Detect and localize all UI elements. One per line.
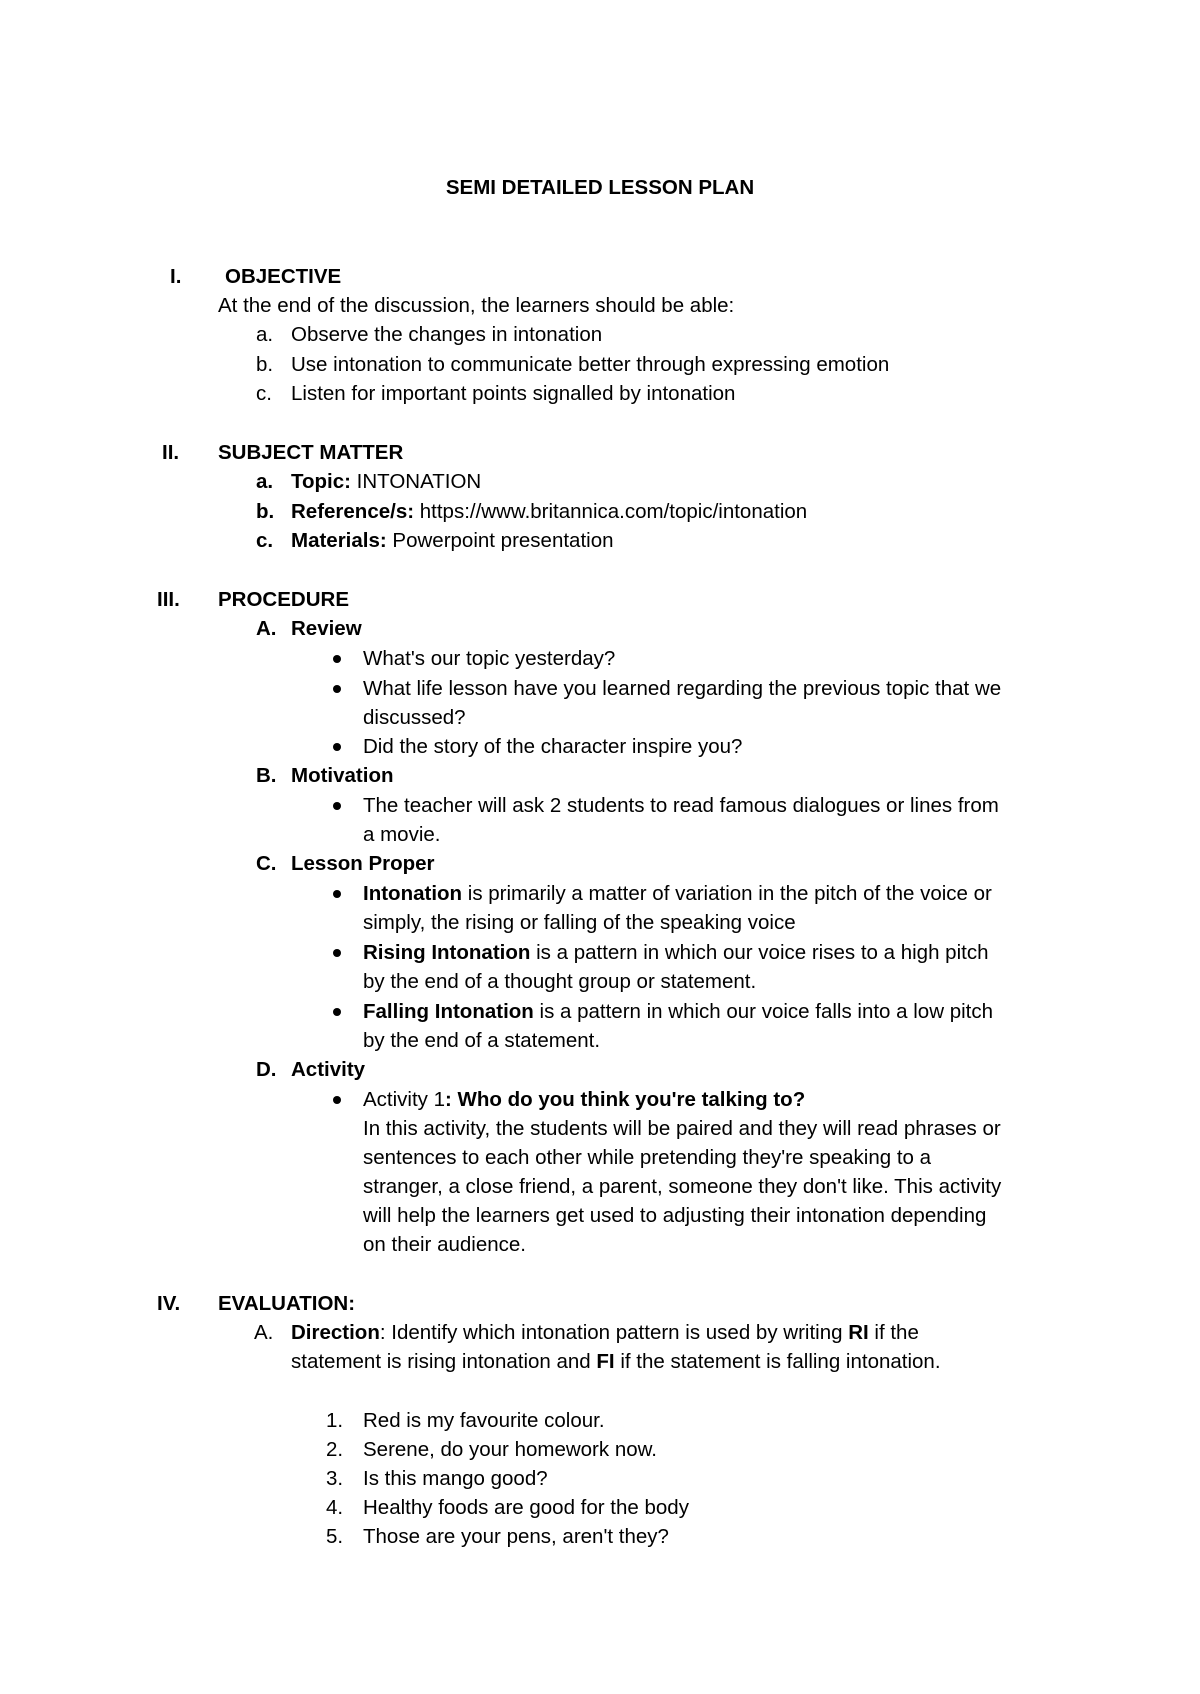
objective-marker-b: b.: [256, 353, 274, 376]
objective-marker-a: a.: [256, 323, 274, 346]
activity-desc-3: stranger, a close friend, a parent, someone they don't like. This activity: [363, 1175, 1002, 1198]
bullet-dot: [333, 802, 341, 810]
direction-text: statement is rising intonation and: [291, 1350, 597, 1373]
objective-marker-c: c.: [256, 382, 272, 405]
review-bullet-1: What's our topic yesterday?: [363, 647, 616, 670]
eval-number-1: 1.: [326, 1409, 344, 1432]
eval-item-4: Healthy foods are good for the body: [363, 1496, 689, 1519]
objective-item-b: Use intonation to communicate better through expressing emotion: [291, 353, 890, 376]
activity-question: : Who do you think you're talking to?: [445, 1088, 806, 1111]
fi-code: FI: [596, 1350, 615, 1373]
eval-number-5: 5.: [326, 1525, 344, 1548]
activity-name: Activity 1: [363, 1088, 446, 1111]
eval-number-2: 2.: [326, 1438, 344, 1461]
evaluation-heading: EVALUATION:: [218, 1292, 356, 1315]
bullet-dot: [333, 743, 341, 751]
definition-text: is a pattern in which our voice falls into a low pitch: [533, 1000, 994, 1023]
review-label: Review: [291, 617, 362, 640]
subject-marker-b: b.: [256, 500, 275, 523]
term-rising-intonation: Rising Intonation: [363, 941, 531, 964]
definition-text: is primarily a matter of variation in the pitch of the voice or: [462, 882, 992, 905]
subject-reference: [291, 500, 807, 524]
activity-desc-1: In this activity, the students will be paired and they will read phrases or: [363, 1117, 1001, 1140]
materials-value: Powerpoint presentation: [392, 529, 614, 552]
direction-text: if the statement is falling intonation.: [614, 1350, 941, 1373]
term-falling-intonation: Falling Intonation: [363, 1000, 534, 1023]
activity-desc-5: on their audience.: [363, 1233, 526, 1256]
section-numeral-1: I.: [170, 265, 182, 288]
activity-title: [363, 1088, 805, 1112]
bullet-dot: [333, 655, 341, 663]
rising-intonation-definition: [363, 941, 988, 965]
motivation-label: Motivation: [291, 764, 394, 787]
subject-topic: [291, 470, 481, 494]
falling-intonation-definition: [363, 1000, 993, 1024]
eval-number-3: 3.: [326, 1467, 344, 1490]
ri-code: RI: [848, 1321, 869, 1344]
topic-label: Topic:: [291, 470, 351, 493]
procedure-heading: PROCEDURE: [218, 588, 349, 611]
section-numeral-3: III.: [157, 588, 180, 611]
eval-item-2: Serene, do your homework now.: [363, 1438, 657, 1461]
activity-marker: D.: [256, 1058, 277, 1081]
motivation-line-1: The teacher will ask 2 students to read famous dialogues or lines from: [363, 794, 999, 817]
eval-number-4: 4.: [326, 1496, 344, 1519]
eval-item-5: Those are your pens, aren't they?: [363, 1525, 669, 1548]
intonation-definition-cont: simply, the rising or falling of the speaking voice: [363, 911, 796, 934]
activity-desc-2: sentences to each other while pretending they're speaking to a: [363, 1146, 932, 1169]
subject-materials: [291, 529, 614, 553]
activity-desc-4: will help the learners get used to adjusting their intonation depending: [363, 1204, 987, 1227]
objective-item-c: Listen for important points signalled by intonation: [291, 382, 736, 405]
direction-line-2: [291, 1350, 941, 1374]
document-title: SEMI DETAILED LESSON PLAN: [445, 176, 755, 199]
objective-intro: At the end of the discussion, the learners should be able:: [218, 294, 735, 317]
bullet-dot: [333, 1008, 341, 1016]
review-bullet-3: Did the story of the character inspire you?: [363, 735, 743, 758]
topic-value: INTONATION: [356, 470, 482, 493]
lesson-proper-label: Lesson Proper: [291, 852, 435, 875]
motivation-marker: B.: [256, 764, 277, 787]
subject-marker-a: a.: [256, 470, 274, 493]
bullet-dot: [333, 685, 341, 693]
review-bullet-2: What life lesson have you learned regarding the previous topic that we: [363, 677, 1002, 700]
definition-text: is a pattern in which our voice rises to a high pitch: [530, 941, 989, 964]
direction-marker: A.: [254, 1321, 274, 1344]
subject-matter-heading: SUBJECT MATTER: [218, 441, 404, 464]
review-bullet-2-cont: discussed?: [363, 706, 466, 729]
review-marker: A.: [256, 617, 277, 640]
direction-text: if the: [868, 1321, 919, 1344]
reference-link: https://www.britannica.com/topic/intonation: [419, 500, 808, 523]
direction-text: : Identify which intonation pattern is used by writing: [379, 1321, 849, 1344]
bullet-dot: [333, 1096, 341, 1104]
rising-intonation-definition-cont: by the end of a thought group or statement.: [363, 970, 757, 993]
activity-label: Activity: [291, 1058, 366, 1081]
falling-intonation-definition-cont: by the end of a statement.: [363, 1029, 601, 1052]
objective-item-a: Observe the changes in intonation: [291, 323, 603, 346]
intonation-definition: [363, 882, 992, 906]
section-numeral-2: II.: [162, 441, 180, 464]
bullet-dot: [333, 890, 341, 898]
section-numeral-4: IV.: [157, 1292, 181, 1315]
direction-line-1: [291, 1321, 919, 1345]
lesson-proper-marker: C.: [256, 852, 277, 875]
direction-label: Direction: [291, 1321, 380, 1344]
objective-heading: OBJECTIVE: [225, 265, 342, 288]
term-intonation: Intonation: [363, 882, 463, 905]
subject-marker-c: c.: [256, 529, 274, 552]
motivation-line-2: a movie.: [363, 823, 441, 846]
bullet-dot: [333, 949, 341, 957]
materials-label: Materials:: [291, 529, 387, 552]
eval-item-3: Is this mango good?: [363, 1467, 548, 1490]
reference-label: Reference/s:: [291, 500, 415, 523]
eval-item-1: Red is my favourite colour.: [363, 1409, 605, 1432]
